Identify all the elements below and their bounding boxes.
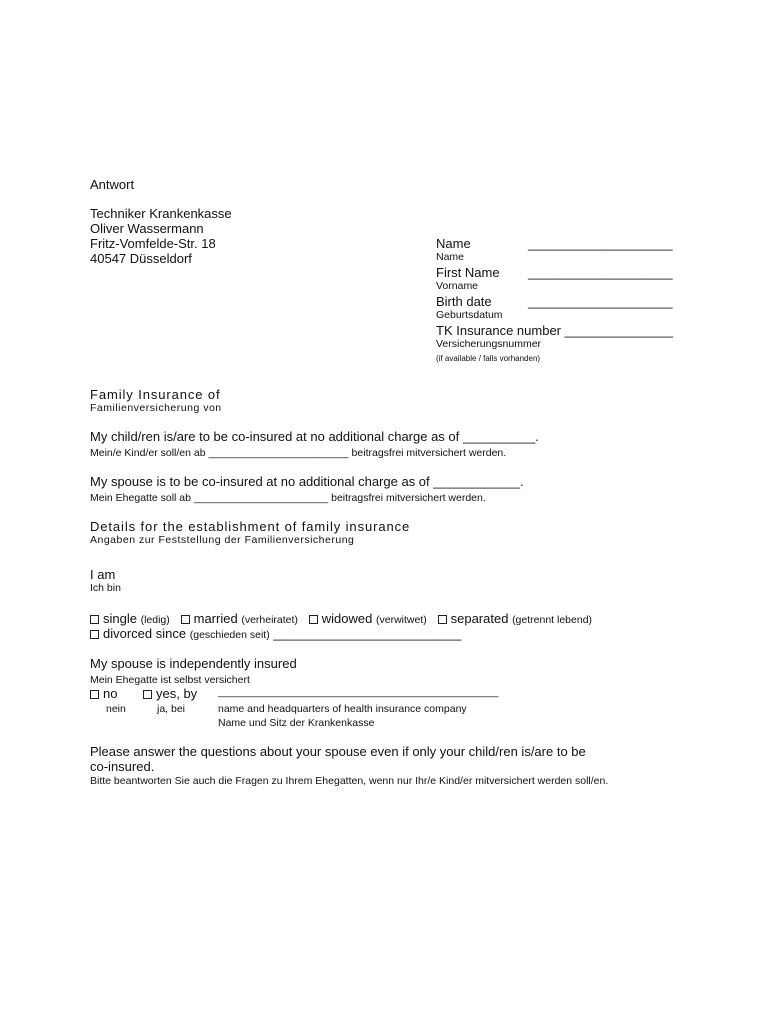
field-name-sub: Name bbox=[436, 251, 465, 263]
details-heading bbox=[90, 519, 410, 546]
address-line-4: 40547 Düsseldorf bbox=[90, 251, 192, 266]
field-insurance-number-blank: _______________ bbox=[564, 323, 674, 338]
children-statement[interactable] bbox=[90, 429, 539, 459]
status-widowed[interactable] bbox=[309, 611, 427, 626]
status-single-de: (ledig) bbox=[140, 614, 170, 626]
spouse-statement[interactable] bbox=[90, 474, 524, 504]
independent-company-blank[interactable]: ________________________________________________ bbox=[218, 686, 499, 698]
field-birth-date-blank: ____________________ bbox=[528, 294, 673, 309]
status-widowed-de: (verwitwet) bbox=[376, 614, 427, 626]
independent-yes-en: yes, by bbox=[156, 686, 198, 701]
checkbox-icon[interactable] bbox=[181, 615, 190, 624]
status-divorced-en: divorced since bbox=[103, 626, 187, 641]
independent-yes-de: ja, bei bbox=[157, 703, 186, 715]
i-am-de: Ich bin bbox=[90, 582, 121, 594]
status-separated[interactable] bbox=[438, 611, 592, 626]
please-en-2: co-insured. bbox=[90, 759, 155, 774]
independent-no[interactable] bbox=[90, 686, 117, 701]
details-heading-en: Details for the establishment of family insurance bbox=[90, 519, 411, 534]
please-note bbox=[90, 744, 608, 787]
field-first-name[interactable] bbox=[436, 265, 673, 294]
company-label-en: name and headquarters of health insurance company bbox=[218, 703, 467, 715]
independent-yes[interactable] bbox=[143, 686, 197, 701]
family-heading-en: Family Insurance of bbox=[90, 387, 221, 402]
children-en: My child/ren is/are to be co-insured at no additional charge as of __________. bbox=[90, 429, 539, 444]
field-birth-date-label: Birth date bbox=[436, 294, 492, 309]
checkbox-icon[interactable] bbox=[90, 690, 99, 699]
please-en-1: Please answer the questions about your spouse even if only your child/ren is/are to be bbox=[90, 744, 586, 759]
independent-no-en: no bbox=[103, 686, 118, 701]
status-divorced-de: (geschieden seit) bbox=[189, 629, 270, 641]
status-married-en: married bbox=[193, 611, 238, 626]
family-heading bbox=[90, 387, 222, 414]
address-block bbox=[90, 206, 232, 266]
company-label-de: Name und Sitz der Krankenkasse bbox=[218, 717, 375, 729]
field-insurance-number-sub: Versicherungsnummer bbox=[436, 338, 542, 350]
field-insurance-number[interactable] bbox=[436, 323, 673, 352]
status-single-en: single bbox=[103, 611, 137, 626]
address-line-2: Oliver Wassermann bbox=[90, 221, 204, 236]
i-am bbox=[90, 567, 121, 594]
status-divorced-blank: __________________________ bbox=[273, 626, 462, 641]
details-heading-de: Angaben zur Feststellung der Familienversicherung bbox=[90, 534, 355, 546]
field-name-blank: ____________________ bbox=[528, 236, 673, 251]
field-name[interactable] bbox=[436, 236, 673, 265]
independent-en: My spouse is independently insured bbox=[90, 656, 297, 671]
field-birth-date[interactable] bbox=[436, 294, 673, 323]
status-separated-de: (getrennt lebend) bbox=[512, 614, 593, 626]
field-insurance-number-label: TK Insurance number bbox=[436, 323, 562, 338]
children-de: Mein/e Kind/er soll/en ab ________________________ beitragsfrei mitversichert werden. bbox=[90, 447, 507, 459]
status-married[interactable] bbox=[181, 611, 298, 626]
field-first-name-blank: ____________________ bbox=[528, 265, 673, 280]
personal-fields bbox=[436, 236, 673, 364]
checkbox-icon[interactable] bbox=[90, 630, 99, 639]
status-single[interactable] bbox=[90, 611, 170, 626]
address-line-3: Fritz-Vomfelde-Str. 18 bbox=[90, 236, 216, 251]
family-heading-de: Familienversicherung von bbox=[90, 402, 222, 414]
status-married-de: (verheiratet) bbox=[241, 614, 298, 626]
status-widowed-en: widowed bbox=[321, 611, 373, 626]
status-separated-en: separated bbox=[450, 611, 509, 626]
spouse-de: Mein Ehegatte soll ab _______________________ beitragsfrei mitversichert werden. bbox=[90, 492, 486, 504]
checkbox-icon[interactable] bbox=[90, 615, 99, 624]
field-name-label: Name bbox=[436, 236, 471, 251]
field-first-name-label: First Name bbox=[436, 265, 500, 280]
checkbox-icon[interactable] bbox=[143, 690, 152, 699]
checkbox-icon[interactable] bbox=[438, 615, 447, 624]
independent-no-de: nein bbox=[106, 703, 126, 715]
fields-note: (if available / falls vorhanden) bbox=[436, 354, 541, 363]
address-line-1: Techniker Krankenkasse bbox=[90, 206, 232, 221]
checkbox-icon[interactable] bbox=[309, 615, 318, 624]
spouse-en: My spouse is to be co-insured at no additional charge as of ____________. bbox=[90, 474, 524, 489]
reply-label: Antwort bbox=[90, 177, 135, 192]
field-birth-date-sub: Geburtsdatum bbox=[436, 309, 503, 321]
field-first-name-sub: Vorname bbox=[436, 280, 479, 292]
independent-de: Mein Ehegatte ist selbst versichert bbox=[90, 674, 250, 686]
status-divorced[interactable] bbox=[90, 626, 461, 643]
please-de: Bitte beantworten Sie auch die Fragen zu Ihrem Ehegatten, wenn nur Ihr/e Kind/er mitversichert werden soll/en. bbox=[90, 775, 609, 787]
i-am-en: I am bbox=[90, 567, 116, 582]
